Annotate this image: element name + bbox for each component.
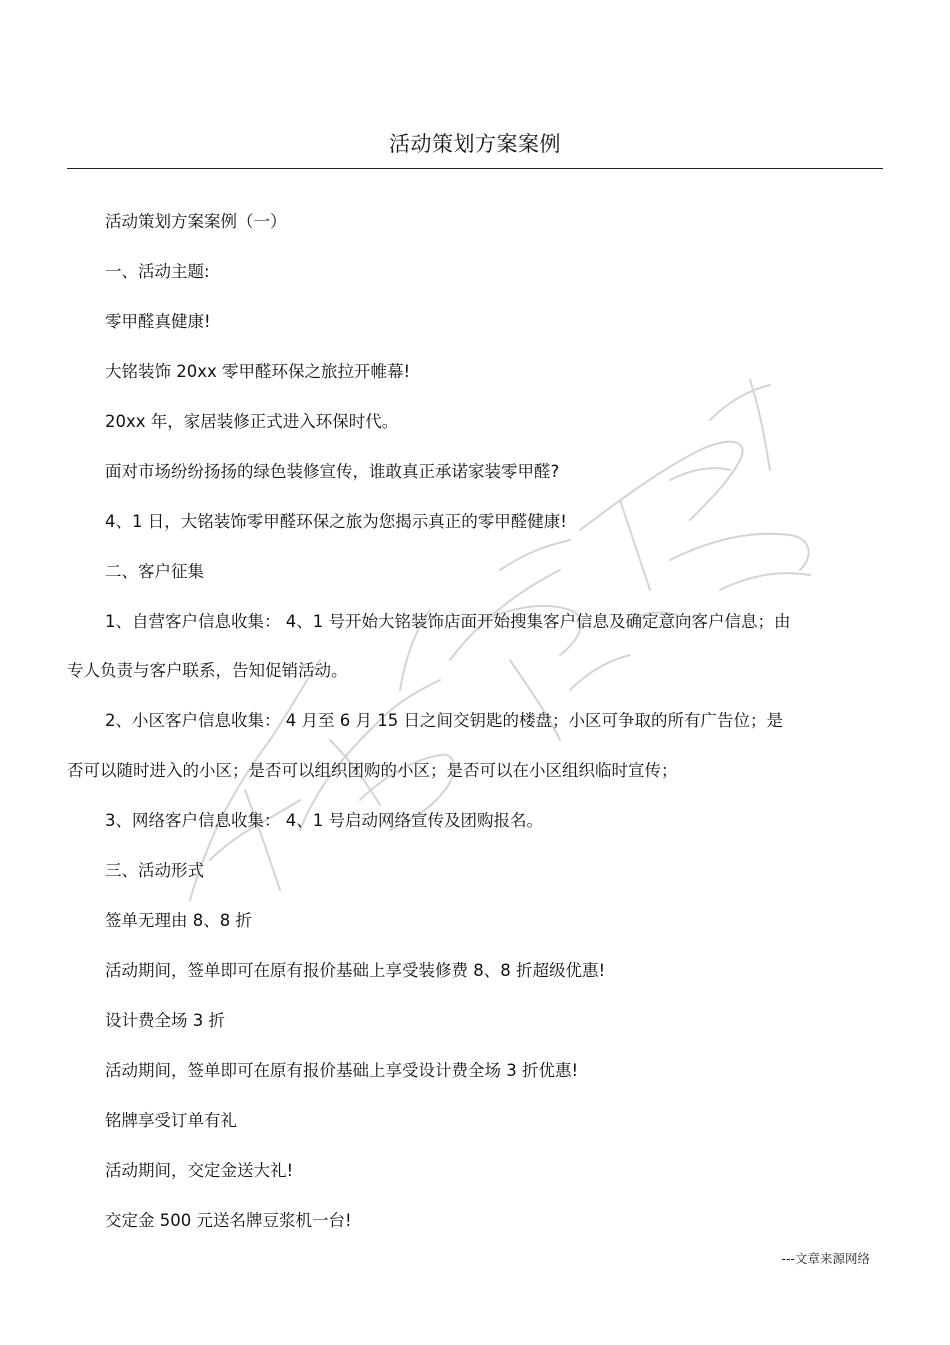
paragraph-line: 4、1 日，大铭装饰零甲醛环保之旅为您揭示真正的零甲醛健康! bbox=[105, 512, 567, 531]
paragraph-line: 活动期间，交定金送大礼! bbox=[105, 1161, 294, 1180]
paragraph-line: 1、自营客户信息收集： 4、1 号开始大铭装饰店面开始搜集客户信息及确定意向客户信息；由 bbox=[105, 612, 791, 631]
paragraph-line: 专人负责与客户联系，告知促销活动。 bbox=[67, 661, 348, 680]
paragraph-line: 铭牌享受订单有礼 bbox=[105, 1111, 237, 1130]
paragraph-line: 活动期间，签单即可在原有报价基础上享受装修费 8、8 折超级优惠! bbox=[105, 961, 606, 980]
paragraph-line: 3、网络客户信息收集： 4、1 号启动网络宣传及团购报名。 bbox=[105, 811, 543, 830]
paragraph-line: 签单无理由 8、8 折 bbox=[105, 911, 252, 930]
watermark-handwriting bbox=[150, 360, 850, 920]
section-heading: 一、活动主题: bbox=[105, 262, 210, 281]
paragraph-line: 大铭装饰 20xx 零甲醛环保之旅拉开帷幕! bbox=[105, 362, 411, 381]
title-divider bbox=[67, 168, 883, 169]
paragraph-line: 20xx 年，家居装修正式进入环保时代。 bbox=[105, 412, 399, 431]
section-heading: 二、客户征集 bbox=[105, 562, 204, 581]
section-heading: 三、活动形式 bbox=[105, 861, 204, 880]
paragraph-line: 活动期间，签单即可在原有报价基础上享受设计费全场 3 折优惠! bbox=[105, 1061, 579, 1080]
paragraph-line: 交定金 500 元送名牌豆浆机一台! bbox=[105, 1211, 352, 1230]
page-title: 活动策划方案案例 bbox=[389, 132, 561, 156]
paragraph-line: 否可以随时进入的小区；是否可以组织团购的小区；是否可以在小区组织临时宣传； bbox=[67, 761, 678, 780]
paragraph-line: 2、小区客户信息收集： 4 月至 6 月 15 日之间交钥匙的楼盘；小区可争取的所有广告位；是 bbox=[105, 711, 783, 730]
paragraph-line: 活动策划方案案例（一） bbox=[105, 212, 287, 231]
paragraph-line: 零甲醛真健康! bbox=[105, 312, 211, 331]
paragraph-line: 面对市场纷纷扬扬的绿色装修宣传，谁敢真正承诺家装零甲醛? bbox=[105, 462, 560, 481]
footer-source-note: ---文章来源网络 bbox=[781, 1251, 870, 1266]
paragraph-line: 设计费全场 3 折 bbox=[105, 1011, 225, 1030]
